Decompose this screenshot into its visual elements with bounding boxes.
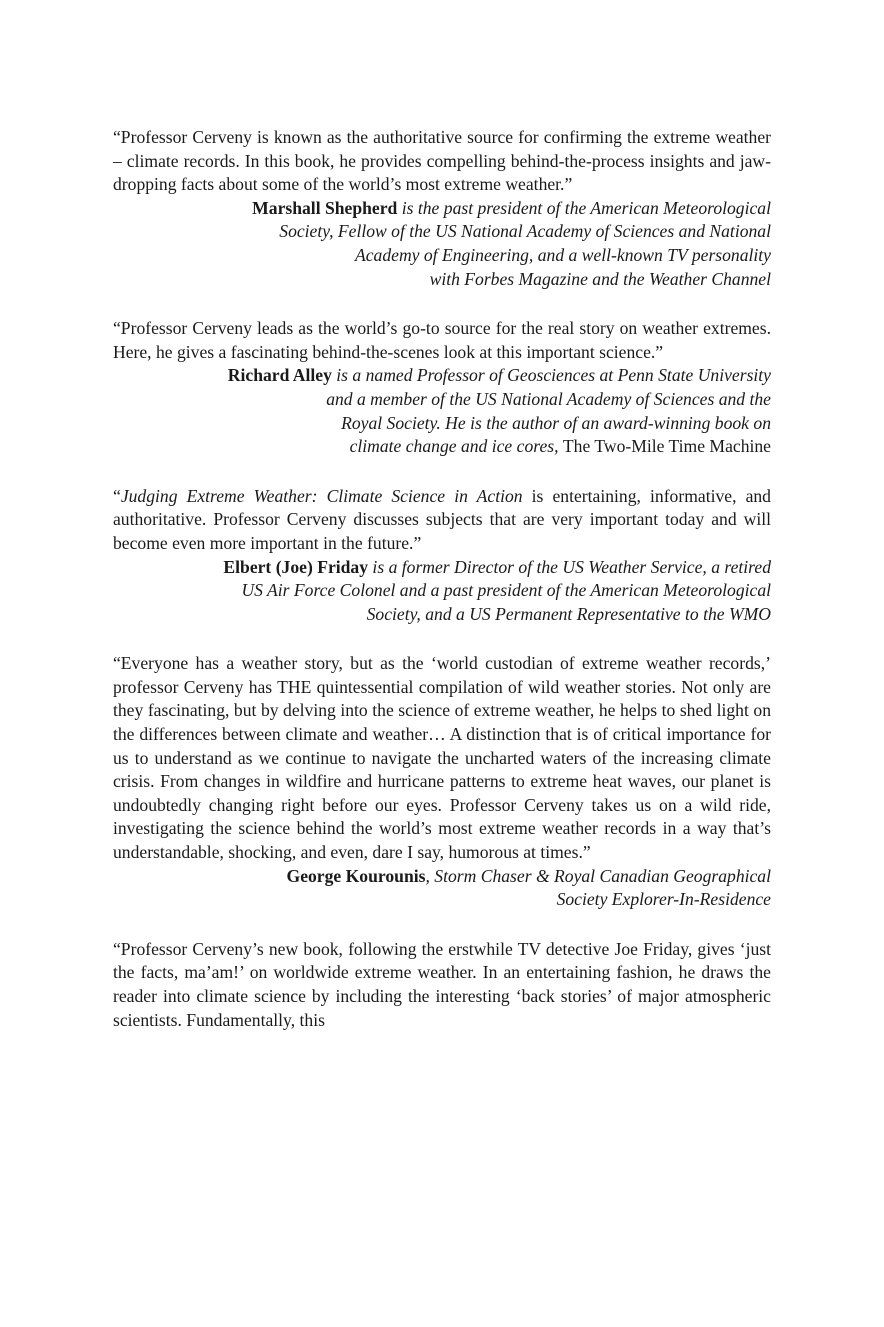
endorsement-friday [113,485,771,627]
endorsement-kourounis [113,652,771,912]
endorsement-continued [113,938,771,1032]
attribution [113,197,771,291]
attribution [113,865,771,912]
attribution [113,364,771,458]
attribution [113,556,771,627]
endorser-description: and a member of the US National Academy of Sciences and the [326,388,771,409]
endorser-description: Society Explorer-In-Residence [556,889,771,910]
book-title: The Two-Mile Time Machine [562,436,771,457]
endorser-name: George Kourounis [286,865,426,886]
endorsement-alley [113,317,771,459]
endorser-description: is the past president of the American Meteorological [397,197,771,218]
endorser-name: Marshall Shepherd [252,197,398,218]
endorser-description: is a named Professor of Geosciences at Penn State University [331,365,771,386]
quote-text: “Professor Cerveny leads as the world’s go-to source for the real story on weather extremes. Here, he gives a fascinating behind-the-scenes look at this important science.” [113,318,771,362]
endorser-description: US Air Force Colonel and a past president of the American Meteorological [241,580,771,601]
quote-text: “Everyone has a weather story, but as the ‘world custodian of extreme weather records,’ professor Cerveny has THE quintessential compilation of wild weather stories. Not only are they fascinating, but by delving into the science of extreme weather, he helps to shed light on the differences between climate and weather… A distinction that is of critical importance for us to understand as we continue to navigate the uncharted waters of the increasing climate crisis. From changes in wildfire and hurricane patterns to extreme heat waves, our planet is undoubtedly changing right before our eyes. Professor Cerveny takes us on a wild ride, investigating the science behind the world’s most extreme weather records in a way that’s understandable, shocking, and even, dare I say, humorous at times.” [113,653,771,863]
quote-text: “Professor Cerveny is known as the authoritative source for confirming the extreme weather – climate records. In this book, he provides compelling behind-the-process insights and jaw-dropping facts about some of the world’s most extreme weather.” [113,127,771,195]
endorser-description: , Storm Chaser & Royal Canadian Geographical [425,865,771,886]
endorser-description: Society, and a US Permanent Representative to the WMO [366,603,771,624]
endorser-description: climate change and ice cores, [349,436,563,457]
endorser-description: is a former Director of the US Weather Service, a retired [368,556,771,577]
endorser-description: Academy of Engineering, and a well-known TV personality [355,244,771,265]
page-body [113,126,771,1058]
endorser-description: Royal Society. He is the author of an award-winning book on [341,412,771,433]
endorser-name: Elbert (Joe) Friday [223,556,369,577]
quote-open-mark: “ [113,485,121,506]
quote-text-rest: is entertaining, informative, and authoritative. Professor Cerveny discusses subjects that are very important today and will become even more important in the future.” [113,485,771,553]
quote-text [113,485,771,556]
endorser-description: Society, Fellow of the US National Academy of Sciences and National [279,221,771,242]
book-title: Judging Extreme Weather: Climate Science in Action [120,485,523,506]
quote-text: “Professor Cerveny’s new book, following the erstwhile TV detective Joe Friday, gives ‘just the facts, ma’am!’ on worldwide extreme weather. In an entertaining fashion, he draws the reader into climate science by including the interesting ‘back stories’ of major atmospheric scientists. Fundamentally, this [113,938,771,1030]
endorsement-shepherd [113,126,771,291]
endorser-description: with Forbes Magazine and the Weather Channel [429,268,771,289]
endorser-name: Richard Alley [227,365,332,386]
